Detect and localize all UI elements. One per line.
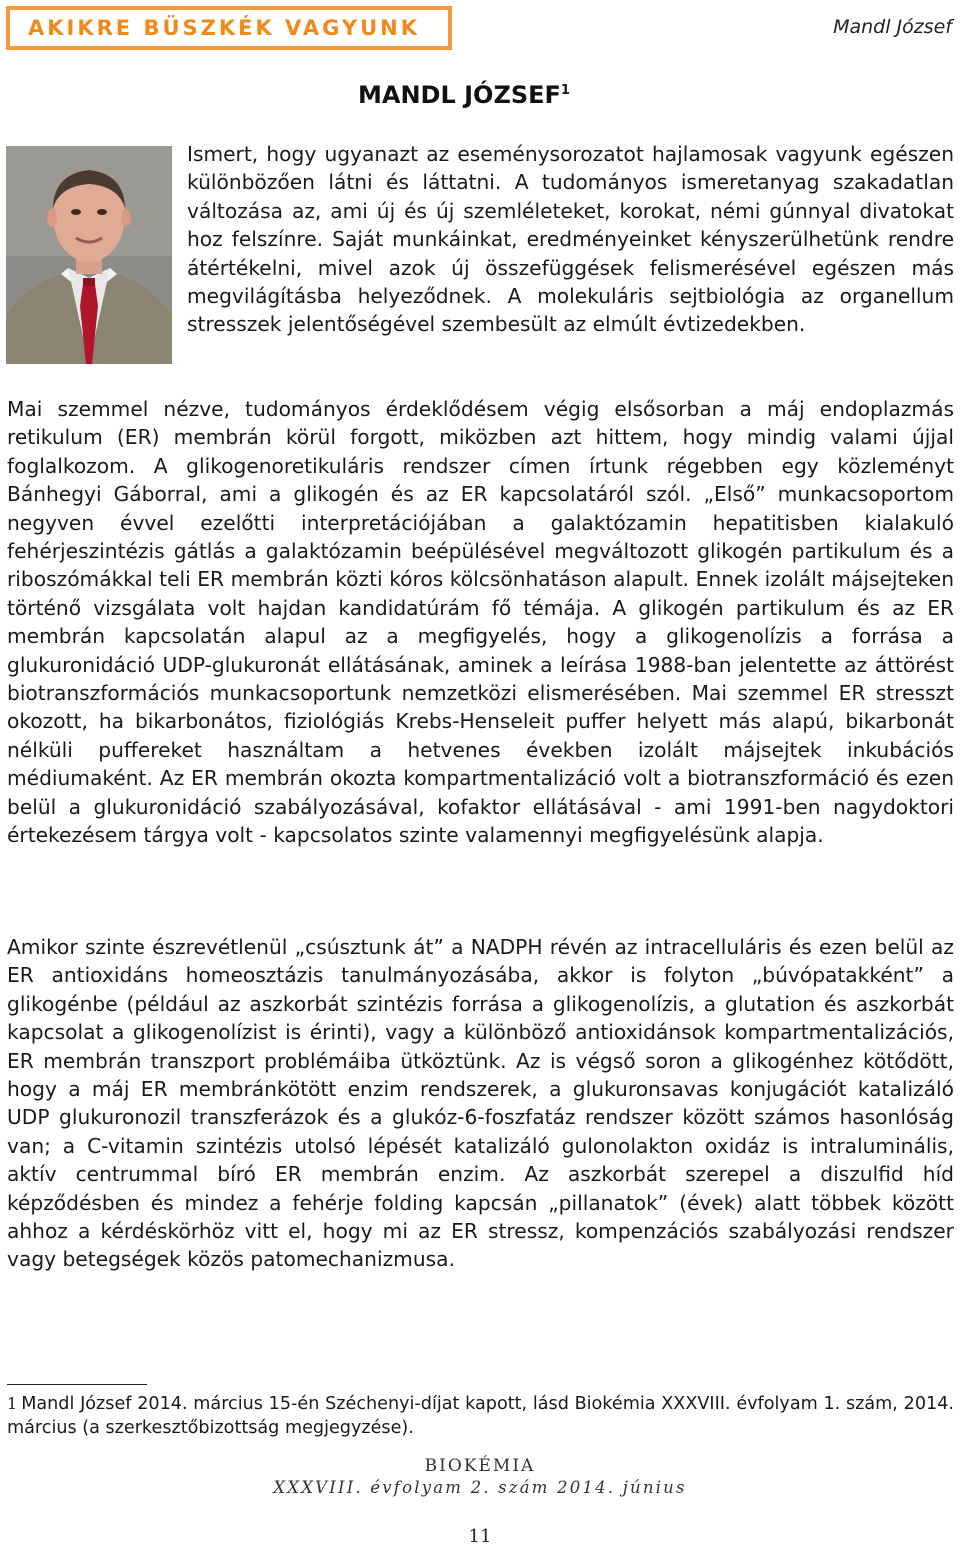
footnote xyxy=(7,1392,954,1440)
journal-name: BIOKÉMIA xyxy=(424,1456,536,1476)
footnote-marker[interactable]: 1 xyxy=(560,83,570,98)
section-header-box xyxy=(6,6,452,50)
footnote-number: 1 xyxy=(7,1394,18,1413)
portrait-illustration xyxy=(6,146,172,364)
intro-paragraph: Ismert, hogy ugyanazt az eseménysorozatot hajlamosak vagyunk egészen különbözően látni és láttatni. A tudományos ismeretanyag szakadatlan változása az, ami új és új szemléleteket, korokat, némi gúnnyal divatokat hoz felszínre. Saját munkáinkat, eredményeinket kényszerülhetünk rendre átértékelni, mivel azok új összefüggések felismerésével egészen más megvilágításba helyeződnek. A molekuláris sejtbiológia az organellum stresszek jelentőségével szembesült az elmúlt évtizedekben. xyxy=(187,142,954,337)
article-title-text: MANDL JÓZSEF xyxy=(358,81,561,109)
section-header-inner xyxy=(9,9,449,47)
footnote-divider xyxy=(7,1384,147,1385)
body-paragraph-1: Mai szemmel nézve, tudományos érdeklődésem végig elsősorban a máj endoplazmás retikulum (ER) membrán körül forgott, miközben azt hittem, hogy mindig valami újjal foglalkozom. A glikogenoretikuláris rendszer címen írtunk régebben egy közleményt Bánhegyi Gáborral, ami a glikogén és az ER kapcsolatáról szól. „Első” munkacsoportom negyven évvel ezelőtti interpretációjában a galaktózamin hepatitisben kialakuló fehérjeszintézis gátlás a galaktózamin beépülésével megváltozott glikogén partikulum és a riboszómákkal teli ER membrán közti kóros kölcsönhatáson alapult. Ennek izolált májsejteken történő vizsgálata volt hajdan kandidatúrám fő témája. A glikogén partikulum és az ER membrán kapcsolatán alapul az a megfigyelés, hogy a glikogenolízis a forrása a glukuronidáció UDP-glukuronát ellátásának, aminek a leírása 1988-ban jelentette az áttörést biotranszformációs munkacsoportunk nemzetközi elismerésében. Mai szemmel ER stresszt okozott, ha bikarbonátos, fiziológiás Krebs-Henseleit puffer helyett más alapú, bikarbonát nélküli puffereket használtam a hetvenes években izolált májsejtek inkubációs médiumaként. Az ER membrán okozta kompartmentalizáció volt a biotranszformáció és ezen belül a glukuronidáció szabályozásával, kofaktor ellátásával - ami 1991-ben nagydoktori értekezésem tárgya volt - kapcsolatos szinte valamennyi megfigyelésünk alapja. xyxy=(7,397,954,848)
section-title: AKIKRE BÜSZKÉK VAGYUNK xyxy=(28,16,421,40)
article-title xyxy=(358,81,570,109)
author-portrait xyxy=(6,146,172,364)
page-number: 11 xyxy=(468,1526,492,1547)
journal-issue: XXXVIII. évfolyam 2. szám 2014. június xyxy=(273,1478,687,1497)
footnote-text: Mandl József 2014. március 15-én Széchenyi-díjat kapott, lásd Biokémia XXXVIII. évfolyam 1. szám, 2014. március (a szerkesztőbizottság megjegyzése). xyxy=(7,1394,954,1438)
running-head-author: Mandl József xyxy=(833,16,952,38)
body-paragraph-2: Amikor szinte észrevétlenül „csúsztunk át” a NADPH révén az intracelluláris és ezen belül az ER antioxidáns homeosztázis tanulmányozásába, akkor is folyton „búvópatakként” a glikogénbe (például az aszkorbát szintézis forrása a glikogenolízis, a glutation és aszkorbát kapcsolat a glikogenolízist is érinti), vagy a különböző antioxidánsok kompartmentalizációs, ER membrán transzport problémáiba ütköztünk. Az is végső soron a glikogénhez kötődött, hogy a máj ER membránkötött enzim rendszerek, a glukuronsavas konjugációt katalizáló UDP glukuronozil transzferázok és a glukóz-6-foszfatáz rendszer között számos hasonlóság van; a C-vitamin szintézis utolsó lépését katalizáló gulonolakton oxidáz is intraluminális, aktív centrummal bíró ER membrán enzim. Az aszkorbát szerepel a diszulfid híd képződésben és mindez a fehérje folding kapcsán „pillanatok” (évek) alatt többek között ahhoz a kérdéskörhöz vitt el, hogy mi az ER stressz, kompenzációs szabályozási rendszer vagy betegségek közös patomechanizmusa. xyxy=(7,935,954,1272)
